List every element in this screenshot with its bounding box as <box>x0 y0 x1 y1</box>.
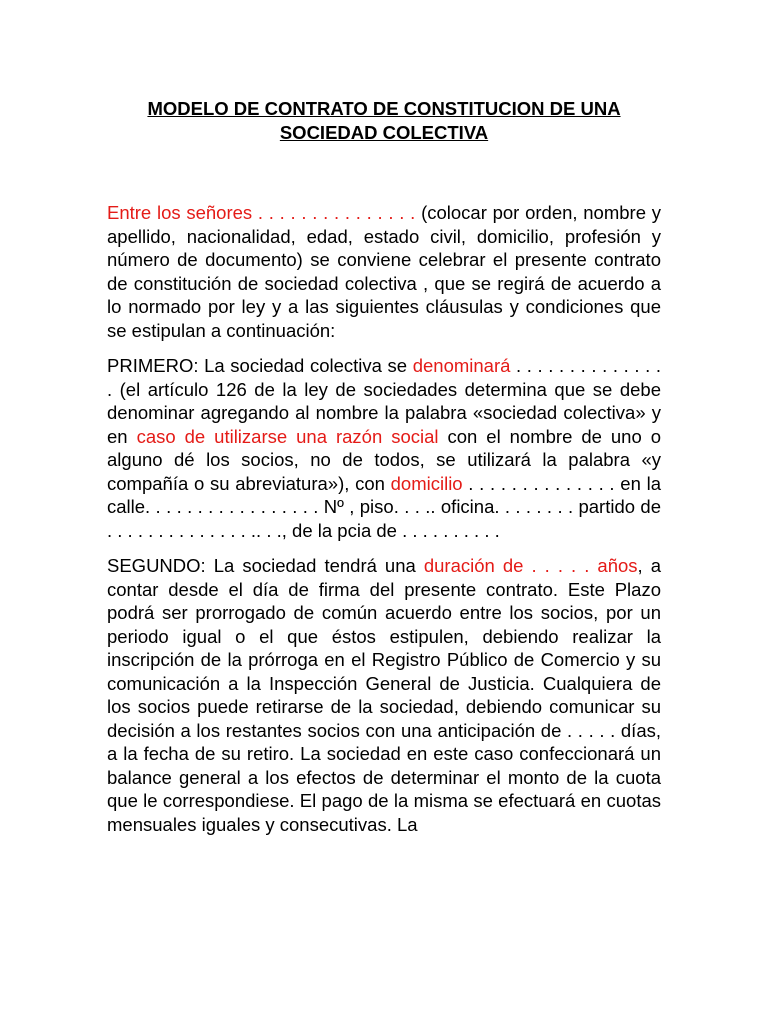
paragraph-segundo <box>107 554 661 836</box>
title-line-2: SOCIEDAD COLECTIVA <box>279 122 489 143</box>
primero-text-4: . . . . . . . . . . . . . . en la calle. . . . . . . . . . . . . . . . . Nº , piso. . . .. oficina. . . . . . . . partido de . . . . . . . . . . . . . . .. . ., de la pcia de . . . . . . . . . . <box>107 472 661 541</box>
highlight-razon-social: caso de utilizarse una razón social <box>136 425 439 447</box>
segundo-text-1: SEGUNDO: La sociedad tendrá una <box>107 555 424 576</box>
intro-text: (colocar por orden, nombre y apellido, nacionalidad, edad, estado civil, domicilio, profesión y número de documento) se conviene celebrar el presente contrato de constitución de sociedad colectiva , que se regirá de acuerdo a lo normado por ley y a las siguientes cláusulas y condiciones que se estipulan a continuación: <box>107 202 661 341</box>
paragraph-intro <box>107 201 661 342</box>
primero-text-3: con el nombre de uno o alguno dé los socios, no de todos, se utilizará la palabra «y compañía o su abreviatura»), con <box>107 425 662 494</box>
primero-text-1: PRIMERO: La sociedad colectiva se <box>107 355 413 376</box>
highlight-parties: Entre los señores . . . . . . . . . . . . . . . <box>107 202 416 223</box>
highlight-domicilio: domicilio <box>390 472 463 494</box>
highlight-denominara: denominará <box>412 355 511 376</box>
title-line-1: MODELO DE CONTRATO DE CONSTITUCION DE UNA <box>147 98 621 119</box>
document-title <box>107 0 661 145</box>
highlight-duracion: duración de . . . . . años <box>423 555 638 576</box>
paragraph-primero <box>107 354 661 542</box>
segundo-text-2: , a contar desde el día de firma del presente contrato. Este Plazo podrá ser prorrogado de común acuerdo entre los socios, por un periodo igual o el que éstos estipulen, debiendo realizar la inscripción de la prórroga en el Registro Público de Comercio y su comunicación a la Inspección General de Justicia. Cualquiera de los socios puede retirarse de la sociedad, debiendo comunicar su decisión a los restantes socios con una anticipación de . . . . . días, a la fecha de su retiro. La sociedad en este caso confeccionará un balance general a los efectos de determinar el monto de la cuota que le correspondiese. El pago de la misma se efectuará en cuotas mensuales iguales y consecutivas. La <box>107 555 661 835</box>
primero-text-2: . . . . . . . . . . . . . . . (el artículo 126 de la ley de sociedades determina que se debe denominar agregando al nombre la palabra «sociedad colectiva» y en <box>107 355 662 447</box>
